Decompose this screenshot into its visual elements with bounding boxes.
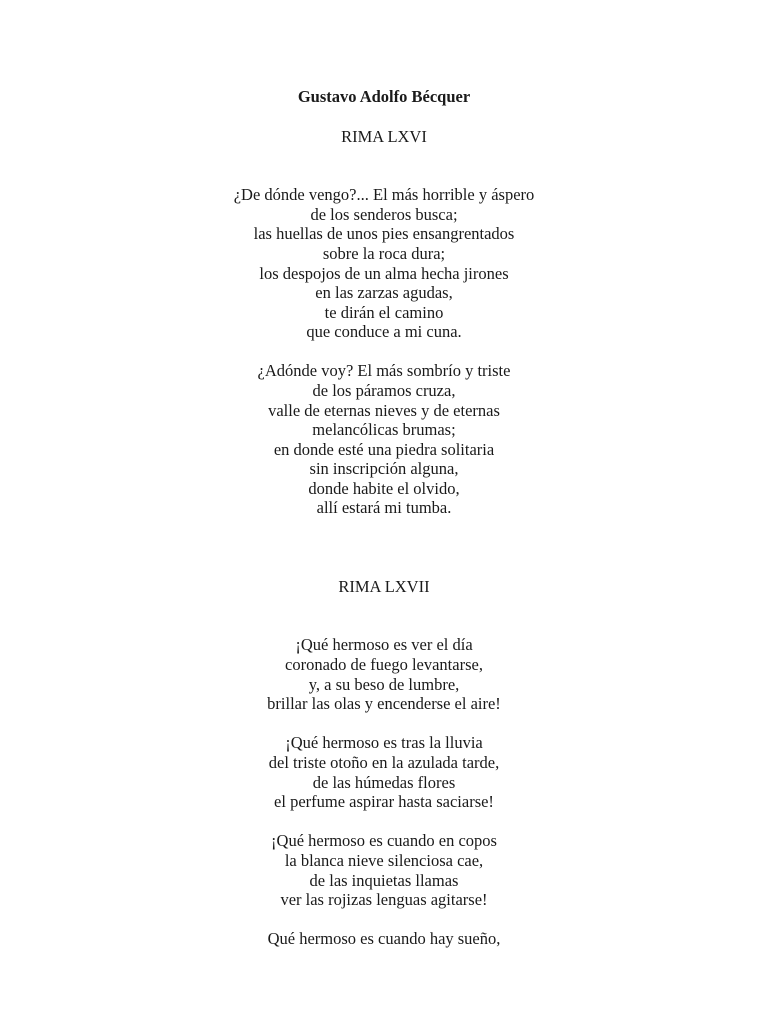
verse-line: brillar las olas y encenderse el aire! — [267, 694, 501, 713]
verse-line: valle de eternas nieves y de eternas — [268, 401, 500, 420]
verse-line: los despojos de un alma hecha jirones — [259, 264, 509, 283]
poem-title: RIMA LXVI — [341, 127, 427, 146]
verse-line: ¿De dónde vengo?... El más horrible y áspero — [233, 185, 535, 204]
verse-line: de las húmedas flores — [312, 773, 456, 792]
verse-line: ver las rojizas lenguas agitarse! — [280, 890, 488, 909]
verse-line: sin inscripción alguna, — [309, 459, 459, 478]
verse-line: en donde esté una piedra solitaria — [273, 440, 495, 459]
verse-line: la blanca nieve silenciosa cae, — [284, 851, 484, 870]
verse-line: ¿Adónde voy? El más sombrío y triste — [257, 361, 511, 380]
verse-line: de las inquietas llamas — [309, 871, 459, 890]
verse-line: ¡Qué hermoso es cuando en copos — [271, 831, 497, 850]
poem-title: RIMA LXVII — [338, 577, 430, 596]
verse-line: ¡Qué hermoso es ver el día — [295, 635, 473, 654]
verse-line: donde habite el olvido, — [308, 479, 460, 498]
verse-line: el perfume aspirar hasta saciarse! — [274, 792, 494, 811]
verse-line: te dirán el camino — [324, 303, 444, 322]
verse-line: del triste otoño en la azulada tarde, — [268, 753, 500, 772]
verse-line: en las zarzas agudas, — [315, 283, 453, 302]
verse-line: que conduce a mi cuna. — [306, 322, 462, 341]
verse-line: coronado de fuego levantarse, — [285, 655, 483, 674]
verse-line: allí estará mi tumba. — [316, 498, 452, 517]
verse-line: Qué hermoso es cuando hay sueño, — [267, 929, 501, 948]
verse-line: de los senderos busca; — [310, 205, 458, 224]
verse-line: y, a su beso de lumbre, — [308, 675, 460, 694]
verse-line: las huellas de unos pies ensangrentados — [253, 224, 515, 243]
verse-line: melancólicas brumas; — [312, 420, 456, 439]
verse-line: ¡Qué hermoso es tras la lluvia — [285, 733, 483, 752]
author-name: Gustavo Adolfo Bécquer — [297, 87, 471, 106]
verse-line: de los páramos cruza, — [312, 381, 456, 400]
verse-line: sobre la roca dura; — [322, 244, 446, 263]
